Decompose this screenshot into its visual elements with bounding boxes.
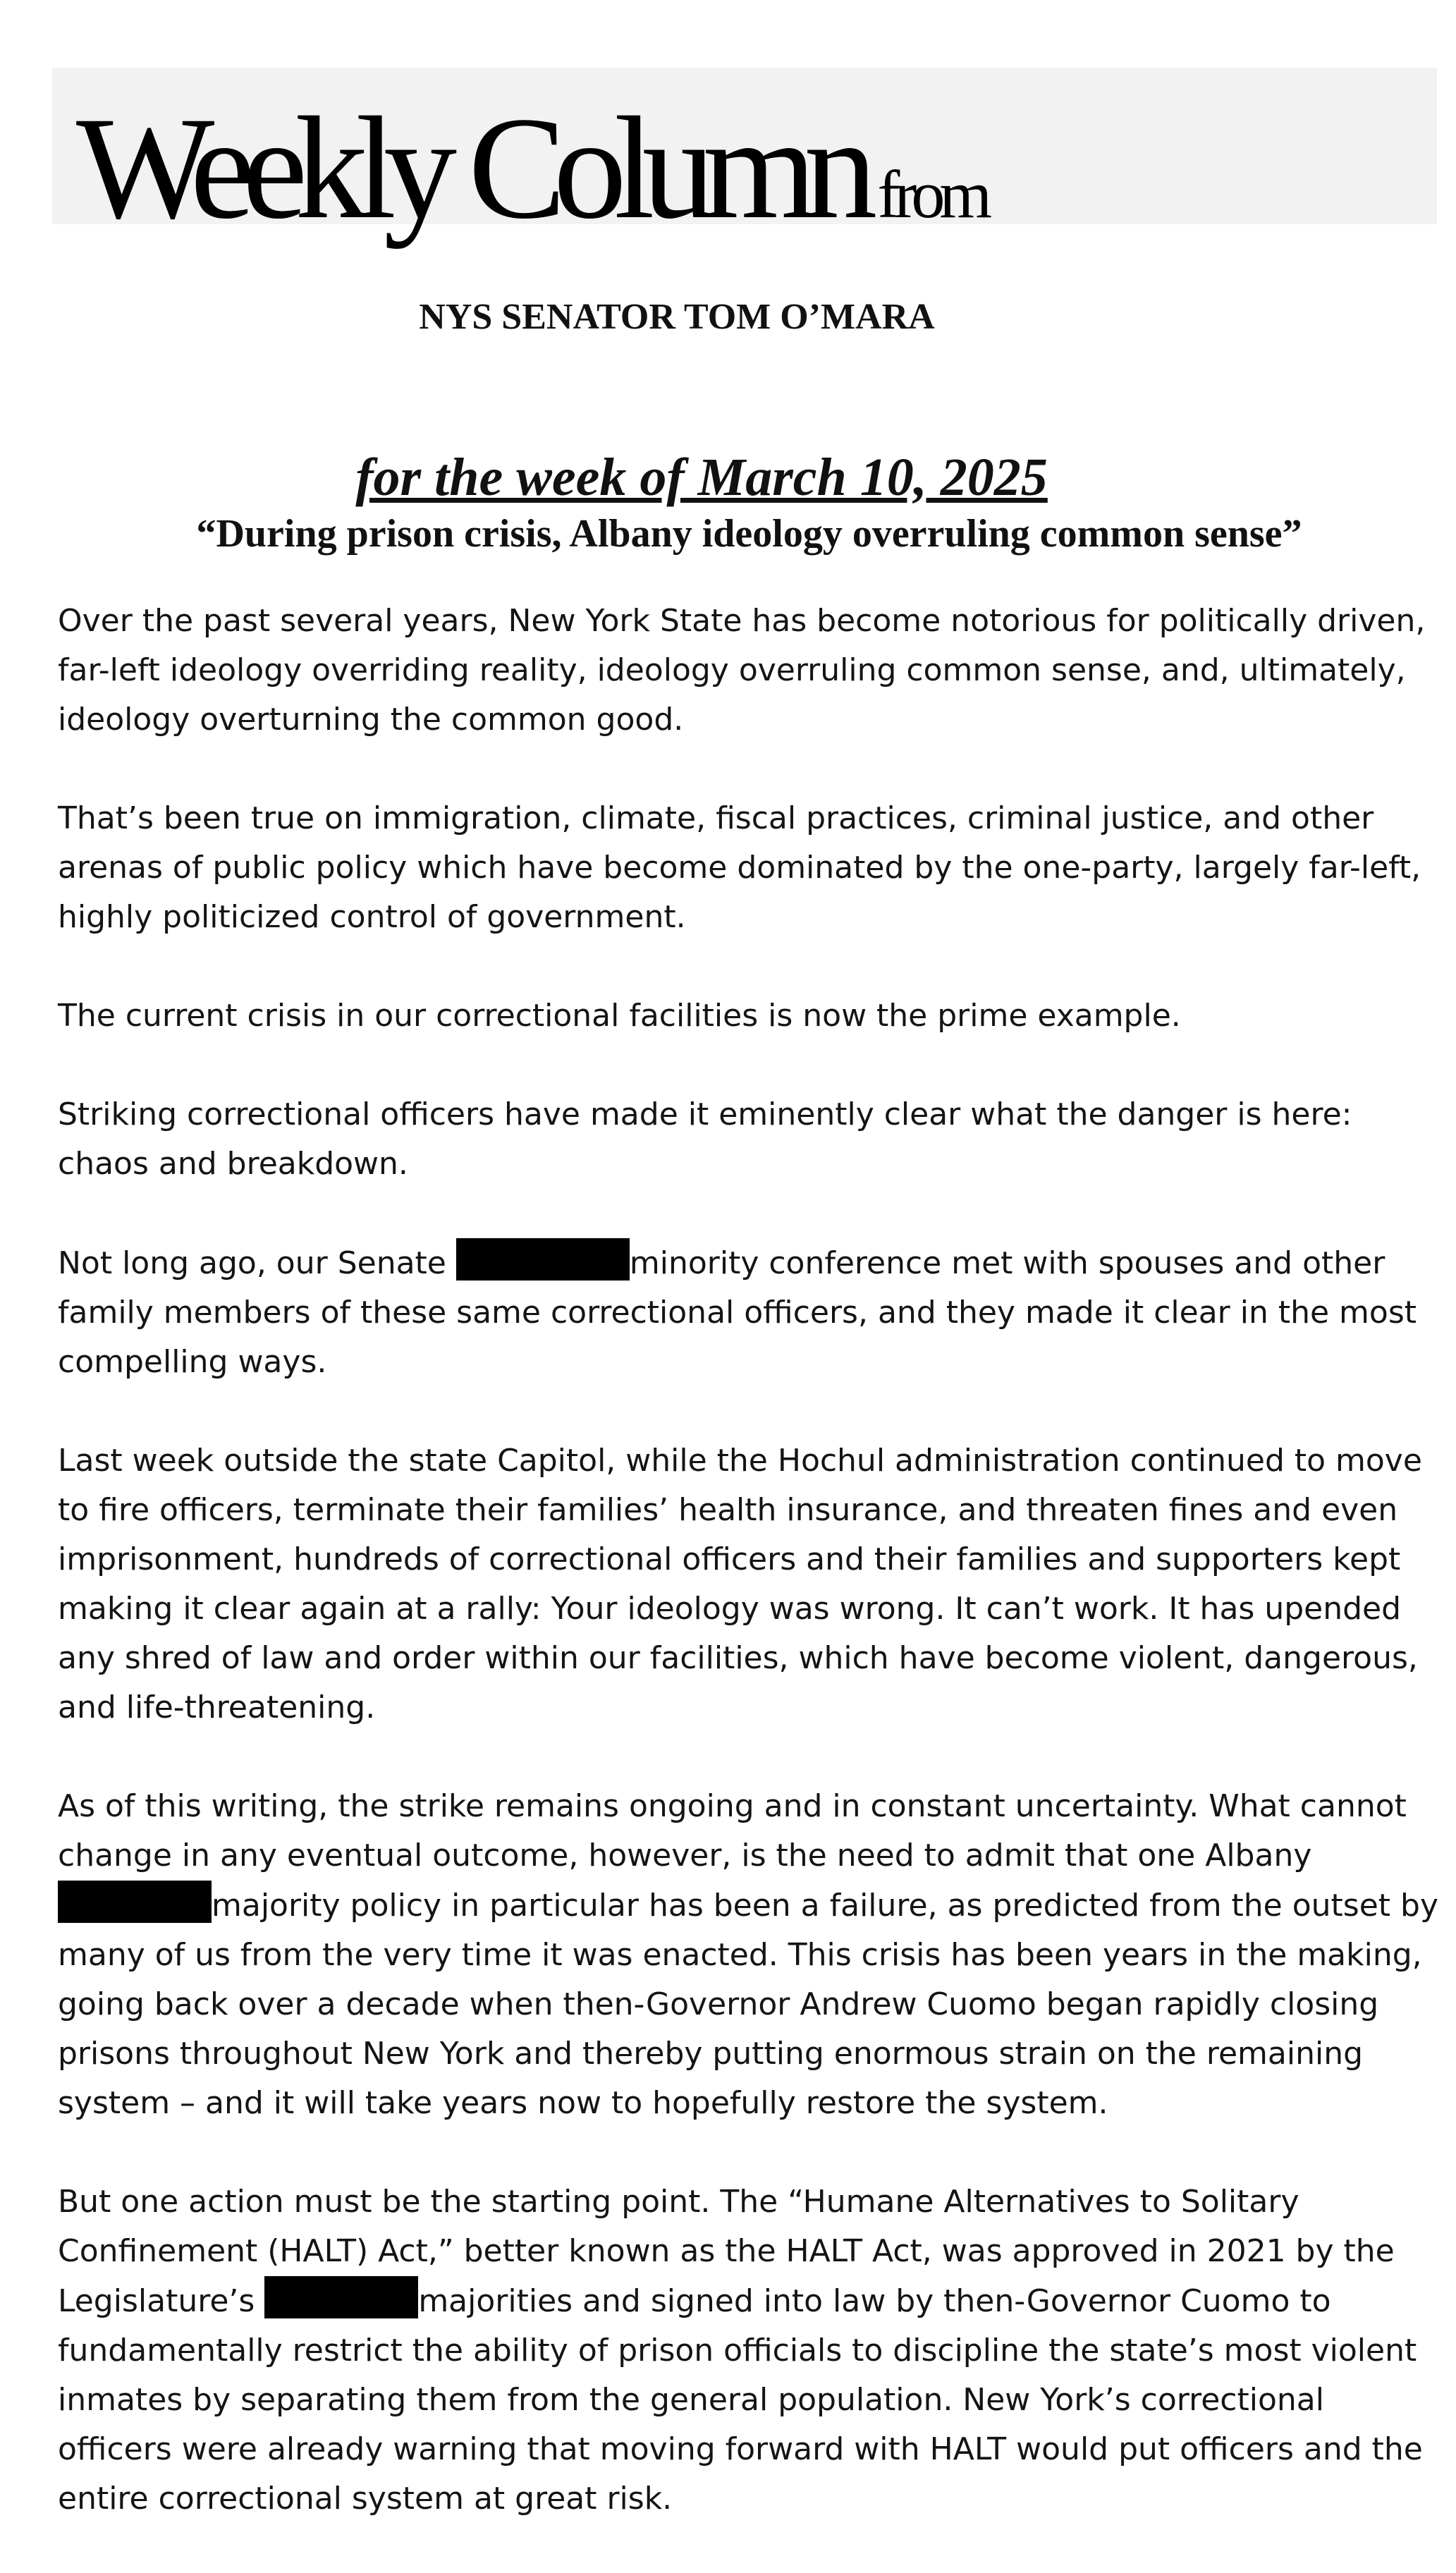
- redaction-block: [264, 2276, 418, 2318]
- paragraph-1: [58, 597, 1440, 745]
- paragraph-text: majorities and signed into law by then-Governor Cuomo to fundamentally restrict the ability of prison officials to discipline the state’s most violent inmates by separating them from the general population. New York’s correctional officers were already warning that moving forward with HALT would put officers and the entire correctional system at great risk.: [58, 2283, 1423, 2517]
- paragraph-6: [58, 1436, 1440, 1732]
- paragraph-text: That’s been true on immigration, climate, fiscal practices, criminal justice, and other arenas of public policy which have become dominated by the one-party, largely far-left, highly politicized control of government.: [58, 800, 1421, 935]
- masthead-banner: [52, 68, 1437, 249]
- paragraph-5: [58, 1238, 1440, 1387]
- paragraph-text: Striking correctional officers have made it eminently clear what the danger is here: chaos and breakdown.: [58, 1096, 1352, 1182]
- paragraph-text: But one action must be the starting point. The “Humane Alternatives to Solitary Confinement (HALT) Act,” better known as the HALT Act, was approved in 2021 by the Legislature’s: [58, 2184, 1395, 2319]
- paragraph-text: Over the past several years, New York State has become notorious for politically driven, far-left ideology overriding reality, ideology overruling common sense, and, ultimately, ideology overturning the common good.: [58, 603, 1426, 738]
- redaction-block: [456, 1238, 630, 1281]
- masthead-title-from: from: [877, 157, 987, 232]
- paragraph-4: [58, 1090, 1440, 1189]
- redaction-block: [58, 1881, 212, 1923]
- paragraph-text: As of this writing, the strike remains ongoing and in constant uncertainty. What cannot change in any eventual outcome, however, is the need to admit that one Albany: [58, 1788, 1407, 1874]
- paragraph-text: Not long ago, our Senate: [58, 1245, 456, 1281]
- paragraph-text: minority conference met with spouses and other family members of these same correctional officers, and they made it clear in the most compelling ways.: [58, 1245, 1417, 1380]
- paragraph-3: [58, 991, 1440, 1041]
- column-headline: “During prison crisis, Albany ideology overruling common sense”: [196, 512, 1302, 556]
- masthead-title-main: Weekly Column: [76, 87, 865, 249]
- paragraph-7: [58, 1782, 1440, 2128]
- paragraph-text: Last week outside the state Capitol, while the Hochul administration continued to move to fire officers, terminate their families’ health insurance, and threaten fines and even imprisonment, hundreds of correctional officers and their families and supporters kept making it clear again at a rally: Your ideology was wrong. It can’t work. It has upended any shred of law and order within our facilities, which have become violent, dangerous, and life-threatening.: [58, 1443, 1422, 1725]
- senator-byline: NYS SENATOR TOM O’MARA: [419, 297, 935, 337]
- column-body: [58, 597, 1440, 2573]
- masthead-title: [76, 87, 987, 249]
- paragraph-2: [58, 794, 1440, 942]
- paragraph-8: [58, 2177, 1440, 2524]
- paragraph-text: The current crisis in our correctional facilities is now the prime example.: [58, 998, 1181, 1034]
- week-dateline: for the week of March 10, 2025: [355, 448, 1048, 507]
- paragraph-text: majority policy in particular has been a failure, as predicted from the outset by many of us from the very time it was enacted. This crisis has been years in the making, going back over a decade when then-Governor Andrew Cuomo began rapidly closing prisons throughout New York and thereby putting enormous strain on the remaining system – and it will take years now to hopefully restore the system.: [58, 1888, 1438, 2121]
